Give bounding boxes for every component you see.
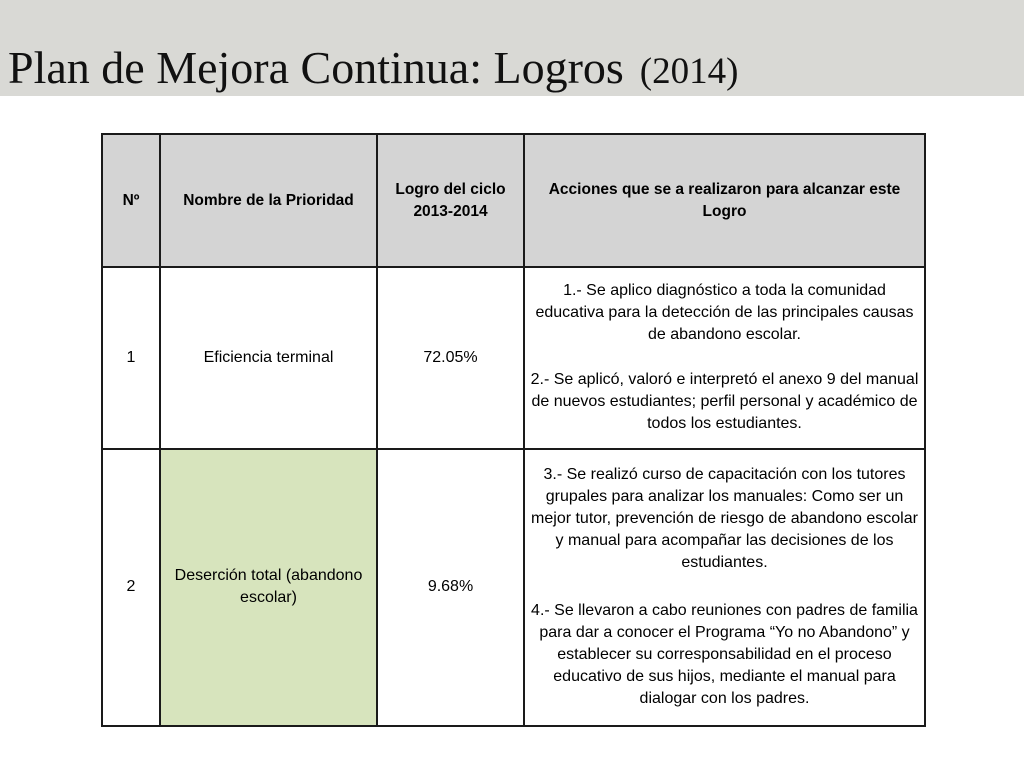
- action-item-3: 3.- Se realizó curso de capacitación con los tutores grupales para analizar los manuales: Como ser un mejor tutor, prevención de riesgo de abandono escolar y manual para acompañar las decisiones de los estudiantes.: [531, 465, 918, 571]
- action-item-1: 1.- Se aplico diagnóstico a toda la comunidad educativa para la detección de las principales causas de abandono escolar.: [535, 282, 914, 343]
- row1-actions: [524, 267, 925, 449]
- slide-title-year: (2014): [639, 51, 739, 92]
- header-prioridad: Nombre de la Prioridad: [160, 134, 377, 267]
- row2-num: 2: [102, 449, 160, 726]
- row2-actions: [524, 449, 925, 726]
- row2-prioridad: Deserción total (abandono escolar): [160, 449, 377, 726]
- row1-logro: 72.05%: [377, 267, 524, 449]
- achievements-table: [101, 133, 926, 727]
- row2-logro: 9.68%: [377, 449, 524, 726]
- header-num: Nº: [102, 134, 160, 267]
- table-header-row: [102, 134, 925, 267]
- action-item-4: 4.- Se llevaron a cabo reuniones con padres de familia para dar a conocer el Programa “Yo no Abandono” y establecer su corresponsabilidad en el proceso educativo de sus hijos, mediante el manual para dialogar con los padres.: [531, 601, 918, 707]
- row1-num: 1: [102, 267, 160, 449]
- achievements-table-wrapper: [101, 133, 924, 727]
- slide-title-text: Plan de Mejora Continua: Logros: [8, 42, 624, 93]
- header-logro: Logro del ciclo 2013-2014: [377, 134, 524, 267]
- row1-prioridad: Eficiencia terminal: [160, 267, 377, 449]
- action-item-2: 2.- Se aplicó, valoró e interpretó el anexo 9 del manual de nuevos estudiantes; perfil personal y académico de todos los estudiantes.: [530, 371, 919, 432]
- table-row: [102, 267, 925, 449]
- header-acciones: Acciones que se a realizaron para alcanzar este Logro: [524, 134, 925, 267]
- slide-title: [8, 38, 738, 102]
- table-row: [102, 449, 925, 726]
